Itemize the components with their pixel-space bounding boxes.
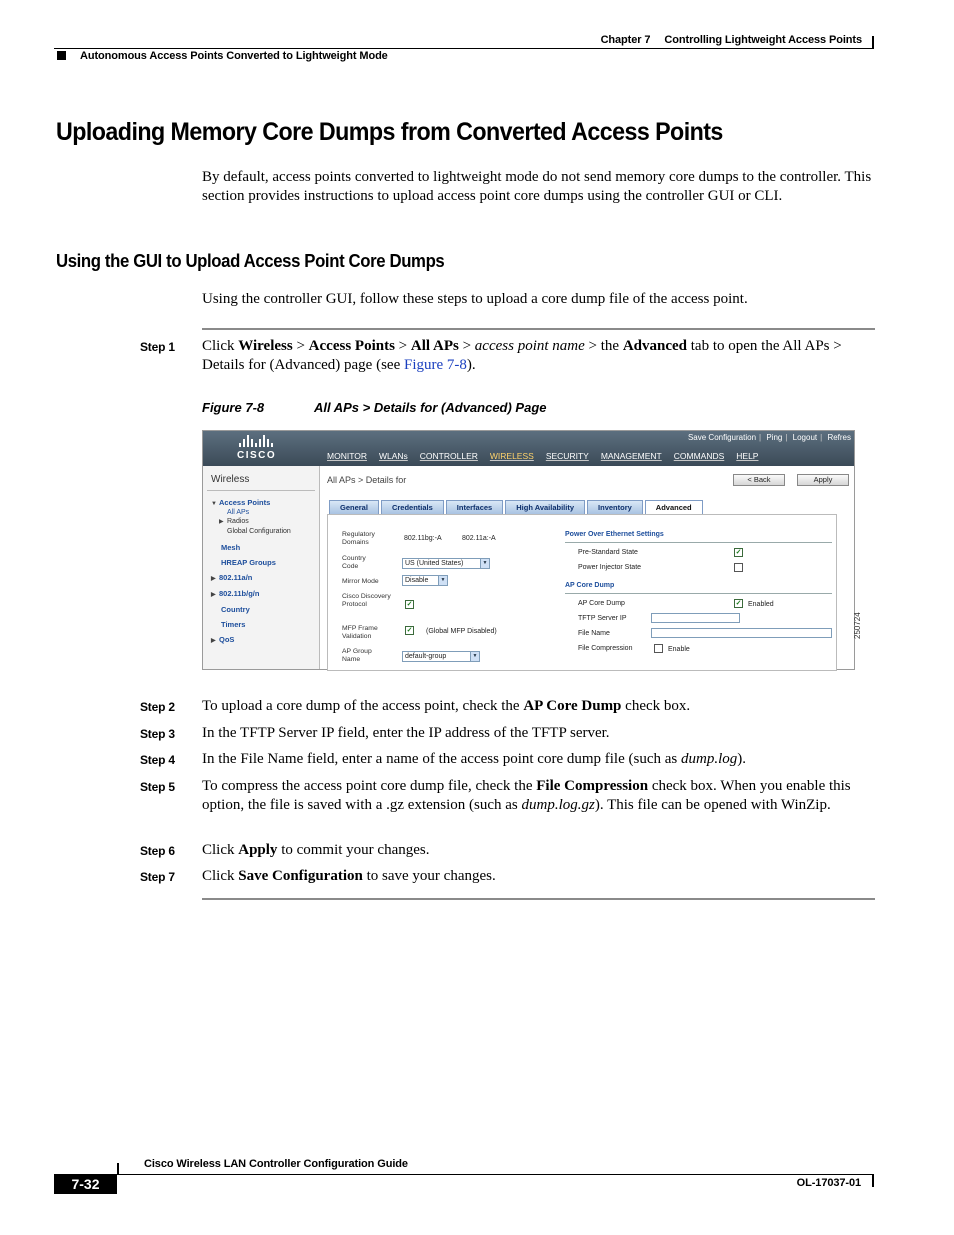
file-name-label: File Name bbox=[578, 630, 610, 637]
refresh-link[interactable]: Refres bbox=[827, 433, 851, 442]
chevron-down-icon: ▼ bbox=[438, 576, 447, 585]
intro-paragraph: By default, access points converted to lightweight mode do not send memory core dumps to the controller. This section provides instructions to upload access point core dumps using the controller GUI or CLI. bbox=[202, 169, 872, 204]
mfp-validation-label: MFP Frame Validation bbox=[342, 625, 378, 640]
page-number: 7-32 bbox=[54, 1174, 117, 1194]
logout-link[interactable]: Logout bbox=[792, 433, 818, 442]
subsection-intro: Using the controller GUI, follow these steps to upload a core dump file of the access point. bbox=[202, 291, 748, 307]
gui-breadcrumb: All APs > Details for bbox=[327, 475, 407, 485]
header-rule bbox=[54, 48, 874, 49]
sidebar-item-hreap-groups[interactable]: HREAP Groups bbox=[221, 558, 276, 567]
nav-monitor[interactable]: MONITOR bbox=[327, 451, 367, 461]
nav-wlans[interactable]: WLANs bbox=[378, 451, 408, 461]
nav-commands[interactable]: COMMANDS bbox=[673, 451, 725, 461]
step-5-text: To compress the access point core dump file, check the File Compression check box. When you enable this option, the file is saved with a .gz extension (such as dump.log.gz). This file can be opened with WinZip. bbox=[202, 778, 851, 813]
advanced-panel bbox=[327, 514, 837, 671]
power-injector-state-checkbox[interactable] bbox=[734, 563, 743, 572]
tab-high-availability[interactable]: High Availability bbox=[505, 500, 585, 514]
ap-group-select[interactable]: default-group ▼ bbox=[402, 651, 480, 662]
nav-help[interactable]: HELP bbox=[736, 451, 759, 461]
back-button[interactable]: < Back bbox=[733, 474, 785, 486]
step-4-label: Step 4 bbox=[140, 753, 175, 767]
chevron-down-icon: ▼ bbox=[470, 652, 479, 661]
ap-core-dump-label: AP Core Dump bbox=[578, 600, 625, 607]
mfp-validation-checkbox[interactable]: ✓ bbox=[406, 627, 413, 634]
regulatory-domains-label: Regulatory Domains bbox=[342, 531, 375, 546]
nav-wireless[interactable]: WIRELESS bbox=[489, 451, 534, 461]
cisco-logo: CISCO bbox=[237, 435, 287, 463]
step-5-label: Step 5 bbox=[140, 780, 175, 794]
figure-caption bbox=[202, 400, 547, 415]
gui-content bbox=[321, 466, 854, 669]
gui-top-bar bbox=[203, 431, 854, 466]
figure-number: Figure 7-8 bbox=[202, 400, 265, 415]
ap-group-name-label: AP Group Name bbox=[342, 648, 372, 663]
ap-core-dump-section-title: AP Core Dump bbox=[565, 582, 615, 589]
gui-tabs bbox=[329, 500, 703, 514]
chevron-down-icon: ▼ bbox=[480, 559, 489, 568]
cdp-label: Cisco Discovery Protocol bbox=[342, 593, 391, 608]
step-6-label: Step 6 bbox=[140, 844, 175, 858]
regulatory-bg-value: 802.11bg:-A bbox=[404, 535, 442, 542]
poe-section-title: Power Over Ethernet Settings bbox=[565, 531, 664, 538]
sidebar-item-802-11bg[interactable]: ▶ 802.11b/g/n bbox=[211, 589, 260, 598]
tab-general[interactable]: General bbox=[329, 500, 379, 514]
page-title: Uploading Memory Core Dumps from Converted Access Points bbox=[56, 118, 723, 146]
tab-inventory[interactable]: Inventory bbox=[587, 500, 643, 514]
nav-security[interactable]: SECURITY bbox=[545, 451, 589, 461]
figure-7-8-link[interactable]: Figure 7-8 bbox=[404, 356, 467, 373]
tftp-server-ip-input[interactable] bbox=[651, 613, 740, 623]
step-3-text: In the TFTP Server IP field, enter the IP address of the TFTP server. bbox=[202, 725, 610, 741]
file-compression-enable-text: Enable bbox=[668, 646, 690, 653]
sidebar-item-qos[interactable]: ▶ QoS bbox=[211, 635, 235, 644]
subsection-title: Using the GUI to Upload Access Point Core Dumps bbox=[56, 251, 445, 271]
sidebar-item-mesh[interactable]: Mesh bbox=[221, 543, 241, 552]
header-square-marker bbox=[57, 51, 66, 60]
nav-controller[interactable]: CONTROLLER bbox=[419, 451, 478, 461]
cdp-checkbox[interactable]: ✓ bbox=[406, 601, 413, 608]
sidebar-item-radios[interactable]: ▶ Radios bbox=[219, 518, 249, 525]
footer-rule bbox=[117, 1174, 874, 1175]
step-4-text: In the File Name field, enter a name of the access point core dump file (such as dump.log). bbox=[202, 751, 746, 767]
chapter-number: Chapter 7 bbox=[600, 34, 651, 46]
pre-standard-state-checkbox[interactable]: ✓ bbox=[735, 549, 742, 556]
sidebar-item-global-configuration[interactable]: Global Configuration bbox=[227, 528, 291, 535]
footer-vertical-bar-right bbox=[872, 1175, 874, 1187]
figure-id: 250724 bbox=[853, 612, 862, 639]
running-header-section: Autonomous Access Points Converted to Lightweight Mode bbox=[80, 50, 388, 62]
sidebar-item-access-points[interactable]: ▼ Access Points bbox=[211, 498, 271, 507]
sidebar-item-country[interactable]: Country bbox=[221, 605, 250, 614]
gui-sidebar bbox=[203, 466, 320, 669]
country-code-label: Country Code bbox=[342, 555, 366, 570]
step-2-label: Step 2 bbox=[140, 700, 175, 714]
sidebar-item-all-aps[interactable]: All APs bbox=[227, 509, 250, 516]
footer-guide-title: Cisco Wireless LAN Controller Configuration Guide bbox=[144, 1158, 408, 1170]
collapsed-triangle-icon: ▶ bbox=[219, 519, 224, 525]
tab-interfaces[interactable]: Interfaces bbox=[446, 500, 503, 514]
step-1-text: Click Wireless > Access Points > All APs > access point name > the Advanced tab to open the All APs > Details for (Advanced) page (see Figure 7-8). bbox=[202, 338, 842, 373]
sidebar-title: Wireless bbox=[211, 474, 250, 485]
ap-core-dump-enabled-text: Enabled bbox=[748, 601, 774, 608]
ping-link[interactable]: Ping bbox=[766, 433, 783, 442]
sidebar-item-timers[interactable]: Timers bbox=[221, 620, 246, 629]
running-header-chapter bbox=[601, 34, 862, 46]
tftp-server-ip-label: TFTP Server IP bbox=[578, 615, 627, 622]
step-1-label: Step 1 bbox=[140, 340, 175, 354]
collapsed-triangle-icon: ▶ bbox=[211, 638, 216, 644]
file-name-input[interactable] bbox=[651, 628, 832, 638]
step-6-text: Click Apply to commit your changes. bbox=[202, 842, 430, 858]
apply-button[interactable]: Apply bbox=[797, 474, 849, 486]
collapsed-triangle-icon: ▶ bbox=[211, 576, 216, 582]
gui-top-links: Save Configuration | Ping | Logout | Refres bbox=[687, 433, 851, 442]
steps-top-rule bbox=[202, 328, 875, 330]
chapter-title: Controlling Lightweight Access Points bbox=[664, 34, 862, 46]
mfp-note: (Global MFP Disabled) bbox=[426, 628, 497, 635]
gui-main-nav bbox=[327, 451, 770, 461]
step-7-label: Step 7 bbox=[140, 870, 175, 884]
regulatory-a-value: 802.11a:-A bbox=[462, 535, 496, 542]
step-2-text: To upload a core dump of the access point, check the AP Core Dump check box. bbox=[202, 698, 691, 714]
step-7-text: Click Save Configuration to save your changes. bbox=[202, 868, 496, 884]
figure-title: All APs > Details for (Advanced) Page bbox=[314, 400, 547, 415]
power-injector-state-label: Power Injector State bbox=[578, 564, 642, 571]
sidebar-item-802-11a[interactable]: ▶ 802.11a/n bbox=[211, 573, 253, 582]
tab-advanced[interactable]: Advanced bbox=[645, 500, 703, 514]
steps-bottom-rule bbox=[202, 898, 875, 900]
tab-credentials[interactable]: Credentials bbox=[381, 500, 444, 514]
mirror-mode-select[interactable]: Disable ▼ bbox=[402, 575, 448, 586]
step-3-label: Step 3 bbox=[140, 727, 175, 741]
ap-core-dump-checkbox[interactable]: ✓ bbox=[735, 600, 742, 607]
country-code-select[interactable]: US (United States) ▼ bbox=[402, 558, 490, 569]
footer-doc-number: OL-17037-01 bbox=[796, 1177, 861, 1189]
mirror-mode-label: Mirror Mode bbox=[342, 578, 379, 585]
figure-screenshot bbox=[202, 430, 862, 670]
expanded-triangle-icon: ▼ bbox=[211, 501, 217, 507]
file-compression-checkbox[interactable] bbox=[654, 644, 663, 653]
file-compression-label: File Compression bbox=[578, 645, 633, 652]
nav-management[interactable]: MANAGEMENT bbox=[600, 451, 662, 461]
pre-standard-state-label: Pre-Standard State bbox=[578, 549, 638, 556]
collapsed-triangle-icon: ▶ bbox=[211, 592, 216, 598]
save-configuration-link[interactable]: Save Configuration bbox=[687, 433, 757, 442]
